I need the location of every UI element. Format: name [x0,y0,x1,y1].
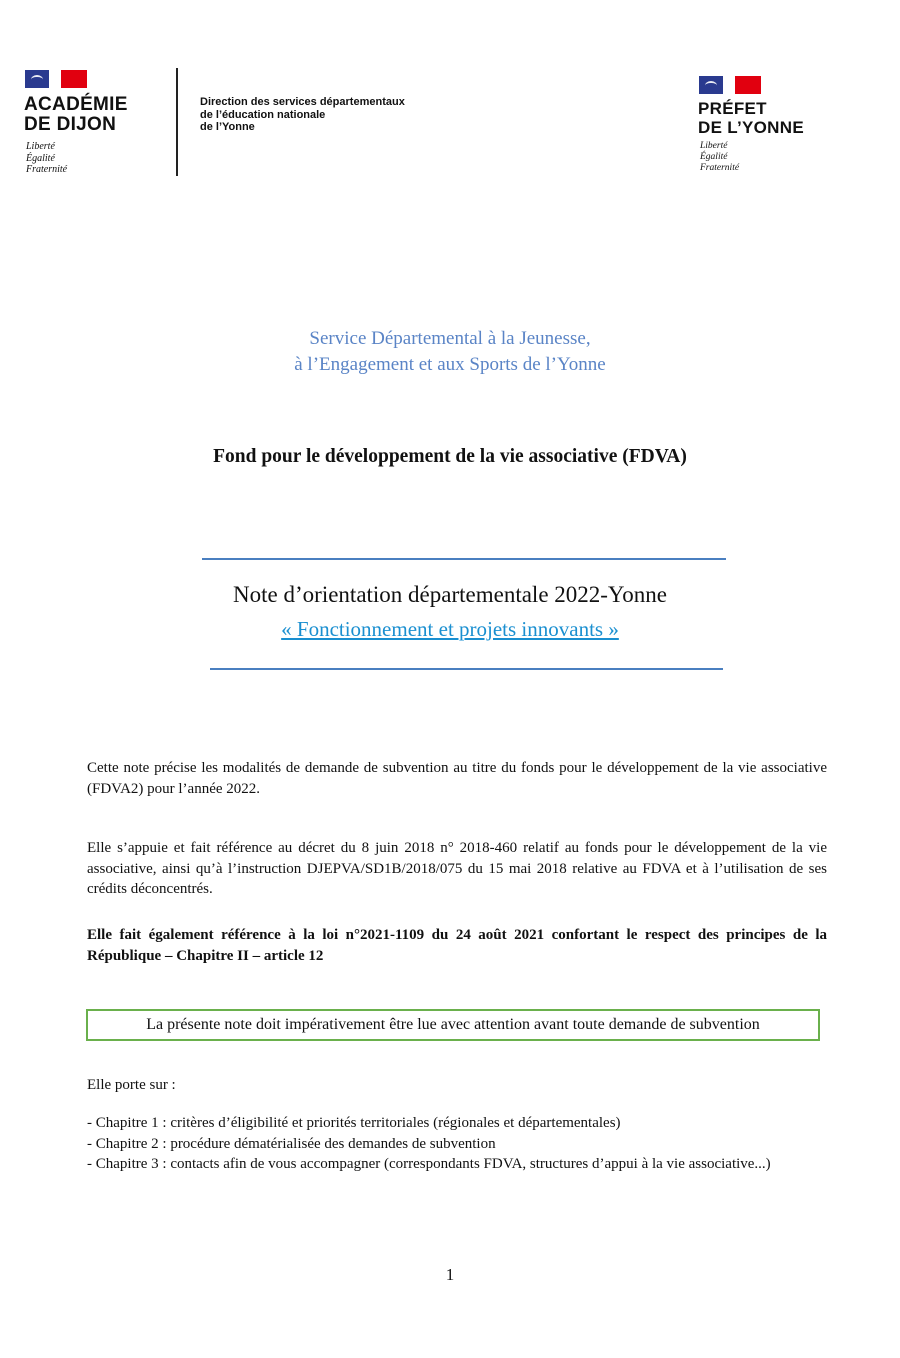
page-number: 1 [445,1265,455,1284]
list-intro: Elle porte sur : [87,1077,176,1093]
direction-label: Direction des services départementaux de l’éducation nationale de l’Yonne [200,96,405,133]
intro-paragraph: Cette note précise les modalités de demande de subvention au titre du fonds pour le développement de la vie associative (FDVA2) pour l’année 2022. [87,760,827,797]
prefet-flag-icon [699,76,761,94]
prefet-logo-title: PRÉFET DE L’YONNE [698,99,804,137]
bottom-rule [210,668,723,670]
header-divider [176,68,178,176]
list-item: - Chapitre 1 : critères d’éligibilité et priorités territoriales (régionales et départementales) [87,1115,621,1131]
academie-motto: Liberté Égalité Fraternité [26,141,68,175]
main-title: Fond pour le développement de la vie associative (FDVA) [213,446,687,467]
list-item: - Chapitre 2 : procédure dématérialisée des demandes de subvention [87,1135,496,1152]
prefet-motto: Liberté Égalité Fraternité [700,141,740,173]
note-subtitle: « Fonctionnement et projets innovants » [281,617,619,641]
chapter-list [87,1113,827,1175]
academie-logo-title: ACADÉMIE DE DIJON [24,94,128,135]
top-rule [202,558,726,560]
list-item: - Chapitre 3 : contacts afin de vous accompagner (correspondants FDVA, structures d’appui à la vie associative...) [87,1156,771,1172]
warning-box: La présente note doit impérativement être lue avec attention avant toute demande de subvention [86,1009,820,1041]
decree-paragraph: Elle s’appuie et fait référence au décret du 8 juin 2018 n° 2018-460 relatif au fonds pour le développement de la vie associative, ainsi qu’à l’instruction DJEPVA/SD1B/2018/075 du 15 mai 2018 relative au FDVA et à l’utilisation de ses crédits déconcentrés. [87,840,827,897]
academie-flag-icon [25,70,87,88]
law-paragraph: Elle fait également référence à la loi n°2021-1109 du 24 août 2021 confortant le respect des principes de la République – Chapitre II – article 12 [87,927,827,964]
note-title: Note d’orientation départementale 2022-Yonne [233,582,667,607]
service-heading: Service Départemental à la Jeunesse, à l’Engagement et aux Sports de l’Yonne [294,328,606,375]
